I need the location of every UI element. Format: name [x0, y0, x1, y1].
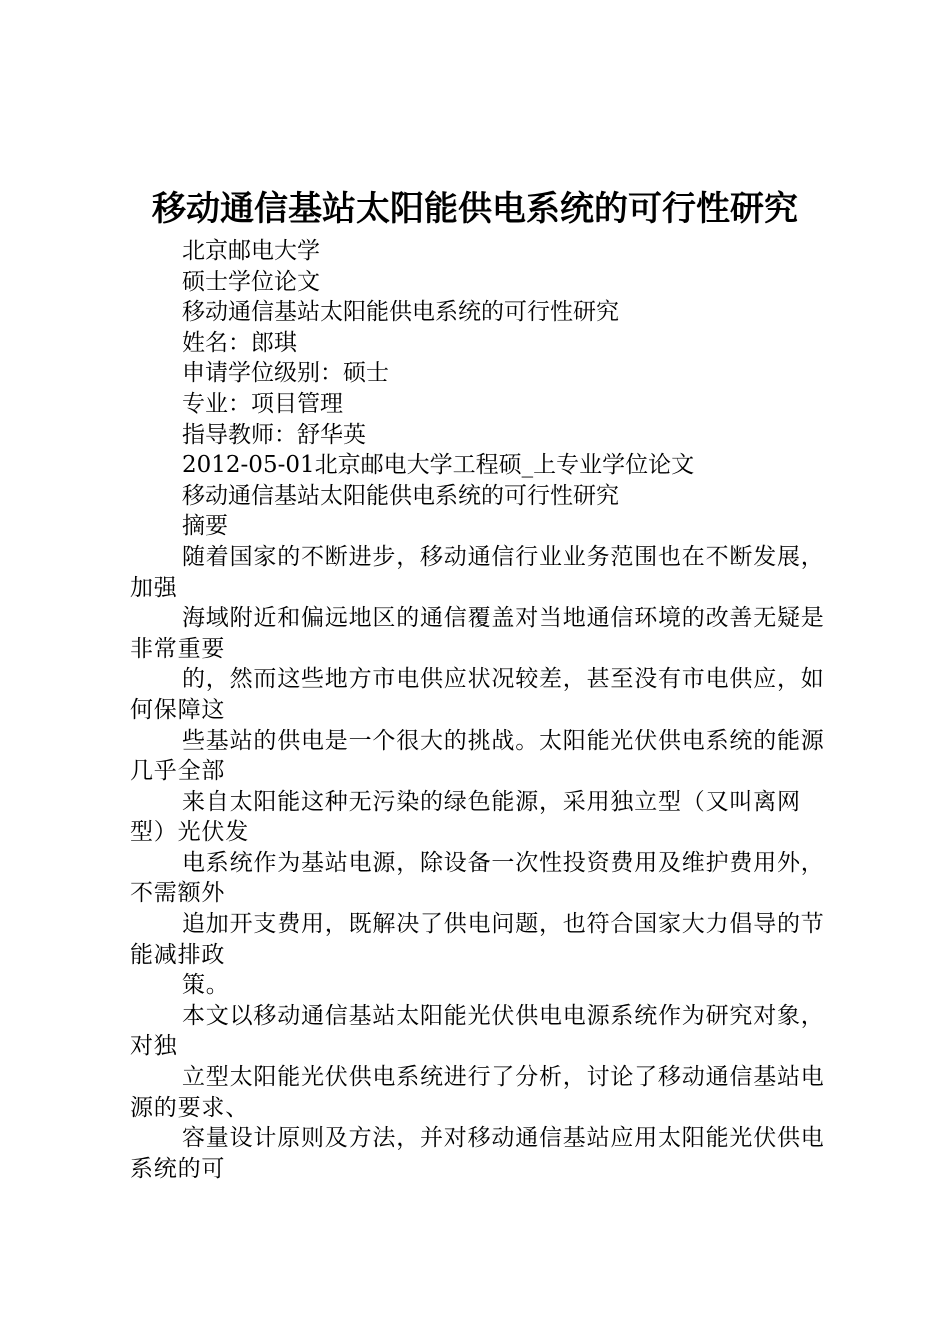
header-line-thesis-title-repeat: 移动通信基站太阳能供电系统的可行性研究 [182, 482, 619, 509]
paragraph: 容量设计原则及方法，并对移动通信基站应用太阳能光伏供电系统的可 [130, 1125, 825, 1182]
document-body [130, 236, 830, 1184]
header-line-major: 专业：项目管理 [182, 390, 343, 417]
header-line-date: 2012-05-01北京邮电大学工程硕_上专业学位论文 [182, 452, 695, 479]
paragraph: 海域附近和偏远地区的通信覆盖对当地通信环境的改善无疑是非常重要 [130, 605, 825, 662]
paragraph: 来自太阳能这种无污染的绿色能源，采用独立型（又叫离网型）光伏发 [130, 788, 801, 846]
paragraph: 随着国家的不断进步，移动通信行业业务范围也在不断发展，加强 [130, 543, 825, 601]
abstract-heading: 摘要 [182, 513, 228, 540]
document-title: 移动通信基站太阳能供电系统的可行性研究 [152, 189, 798, 229]
paragraph: 策。 [182, 972, 230, 999]
header-line-university: 北京邮电大学 [182, 238, 320, 264]
header-line-degree-level: 申请学位级别：硕士 [182, 360, 389, 387]
paragraph: 的，然而这些地方市电供应状况较差，甚至没有市电供应，如何保障这 [130, 666, 825, 723]
paragraph: 些基站的供电是一个很大的挑战。太阳能光伏供电系统的能源几乎全部 [130, 727, 825, 785]
paragraph: 立型太阳能光伏供电系统进行了分析，讨论了移动通信基站电源的要求、 [130, 1064, 825, 1121]
header-line-author: 姓名：郎琪 [182, 329, 297, 356]
paragraph: 本文以移动通信基站太阳能光伏供电电源系统作为研究对象，对独 [130, 1002, 825, 1060]
header-line-thesis-title: 移动通信基站太阳能供电系统的可行性研究 [182, 299, 619, 326]
header-line-advisor: 指导教师：舒华英 [182, 421, 366, 448]
header-line-thesis-type: 硕士学位论文 [182, 268, 320, 295]
paragraph: 追加开支费用，既解决了供电问题，也符合国家大力倡导的节能减排政 [130, 911, 825, 968]
paragraph: 电系统作为基站电源，除设备一次性投资费用及维护费用外，不需额外 [130, 849, 825, 907]
